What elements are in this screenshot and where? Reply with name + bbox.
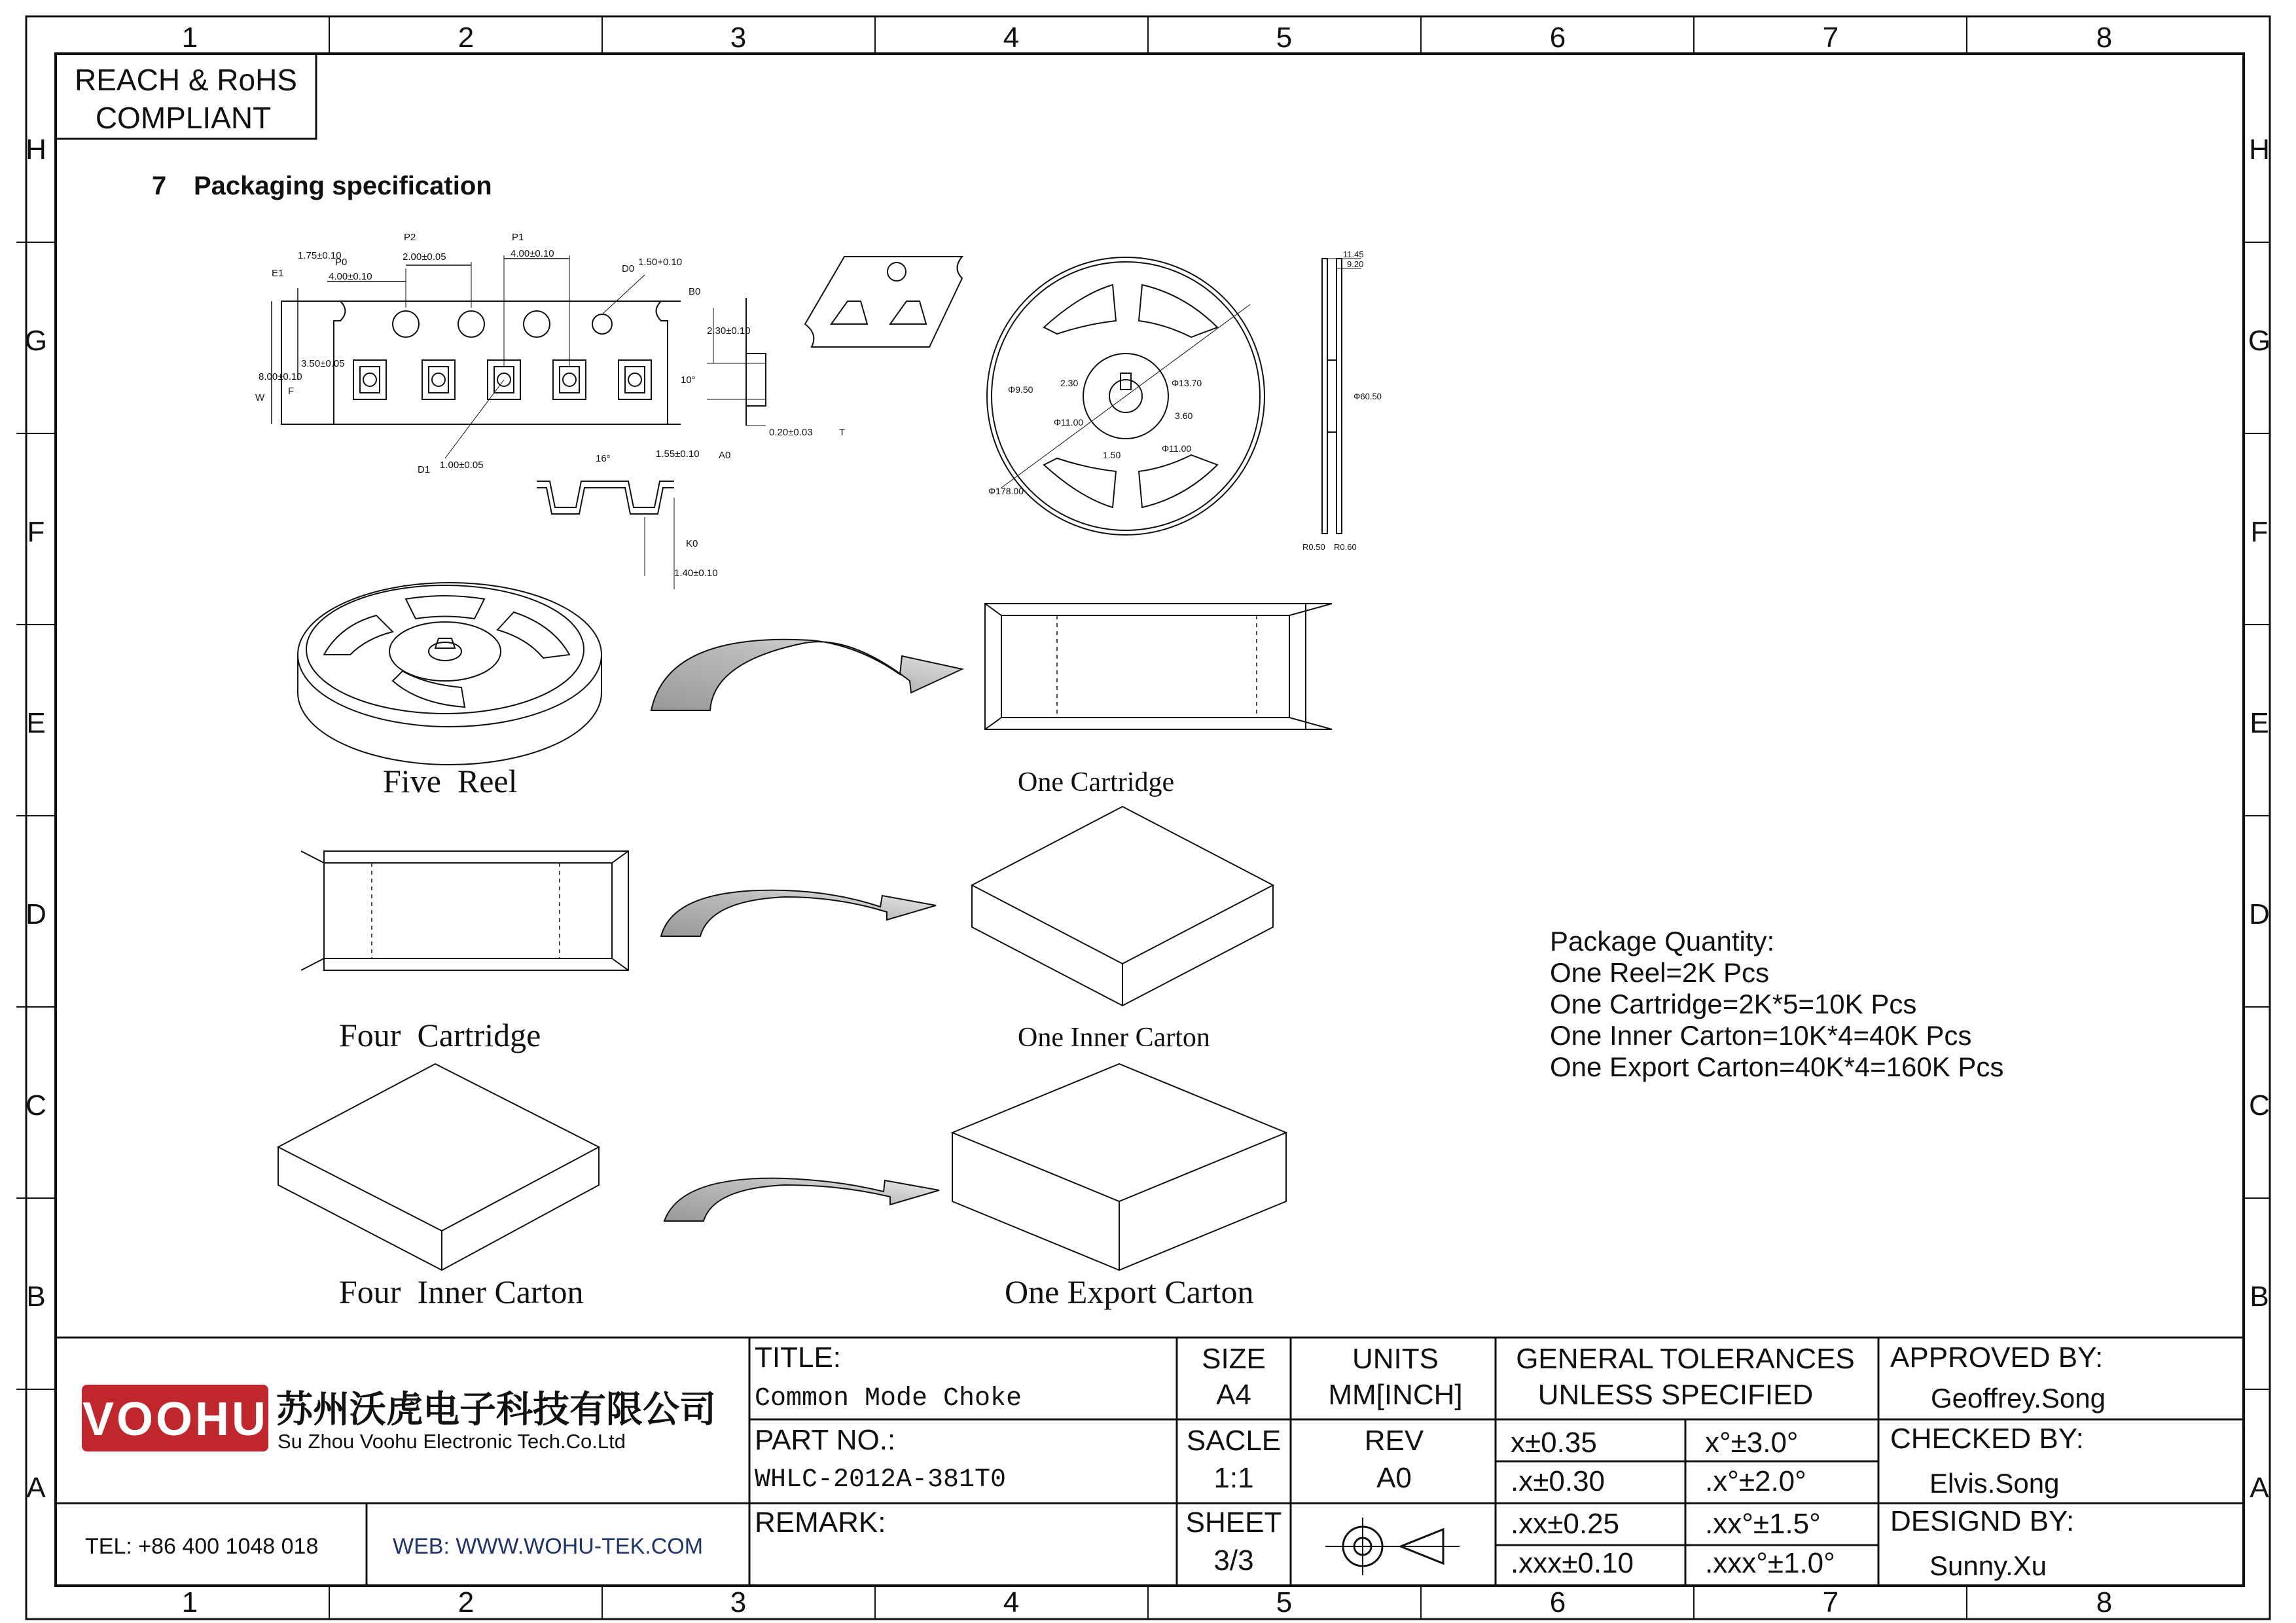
col-label-3: 3 xyxy=(730,22,747,54)
row-label-f: F xyxy=(27,516,45,548)
side-profile-labels xyxy=(681,286,845,438)
svg-text:x°±3.0°: x°±3.0° xyxy=(1705,1427,1799,1459)
tape-isometric-detail xyxy=(805,257,962,347)
label-10deg: 10° xyxy=(681,374,696,386)
quantity-line: One Reel=2K Pcs xyxy=(1550,957,1770,988)
label-p1-val: 4.00±0.10 xyxy=(511,248,554,259)
tape-cross-section xyxy=(537,481,674,589)
label-150: 1.50 xyxy=(1103,450,1121,460)
tel-text: TEL: +86 400 1048 018 xyxy=(85,1534,319,1559)
label-five-reel: Five Reel xyxy=(383,763,518,799)
flow-arrow-3 xyxy=(664,1178,939,1221)
row-label-d-r: D xyxy=(2249,898,2270,930)
col-label-5: 5 xyxy=(1276,22,1293,54)
row-label-d: D xyxy=(26,898,46,930)
sheet-label: SHEET xyxy=(1185,1506,1282,1539)
label-t-val: 0.20±0.03 xyxy=(769,427,813,438)
col-label-1: 1 xyxy=(181,22,198,54)
label-one-cartridge: One Cartridge xyxy=(1018,767,1175,797)
label-one-inner-carton: One Inner Carton xyxy=(1018,1023,1210,1053)
scale-label: SACLE xyxy=(1186,1425,1282,1457)
label-p2: P2 xyxy=(404,232,416,243)
label-b0: B0 xyxy=(689,286,701,297)
scale-value: 1:1 xyxy=(1213,1462,1254,1494)
compliance-line2: COMPLIANT xyxy=(95,101,272,135)
row-label-c: C xyxy=(26,1089,46,1122)
row-label-h: H xyxy=(26,134,46,166)
label-d3: Φ13.70 xyxy=(1172,378,1202,388)
label-p0: P0 xyxy=(335,257,348,268)
label-e1-val: 1.75±0.10 xyxy=(298,250,342,261)
title-value: Common Mode Choke xyxy=(755,1384,1022,1413)
remark-label: REMARK: xyxy=(755,1506,886,1539)
design-value: Sunny.Xu xyxy=(1929,1550,2047,1581)
svg-text:.xxx°±1.0°: .xxx°±1.0° xyxy=(1705,1547,1835,1579)
label-hub: Φ60.50 xyxy=(1354,392,1382,401)
label-b0-val: 2.30±0.10 xyxy=(707,325,751,337)
section-title: Packaging specification xyxy=(194,172,492,200)
label-16deg: 16° xyxy=(596,453,611,464)
label-w-val: 8.00±0.10 xyxy=(259,371,302,382)
row-label-e-r: E xyxy=(2250,707,2269,739)
col-label-2b: 2 xyxy=(457,1586,475,1618)
label-w2: 9.20 xyxy=(1347,259,1364,269)
row-label-f-r: F xyxy=(2250,516,2269,548)
label-r1: R0.50 xyxy=(1302,542,1325,552)
row-label-b-r: B xyxy=(2250,1281,2269,1313)
label-four-cartridge: Four Cartridge xyxy=(339,1017,541,1053)
logo-text: VOOHU xyxy=(82,1393,269,1446)
rev-label: REV xyxy=(1364,1425,1424,1457)
row-label-a: A xyxy=(26,1472,46,1504)
row-label-g: G xyxy=(24,325,48,357)
quantity-line: One Cartridge=2K*5=10K Pcs xyxy=(1550,989,1917,1019)
svg-text:.xx°±1.5°: .xx°±1.5° xyxy=(1705,1508,1821,1540)
tape-side-profile xyxy=(707,298,766,426)
label-e1: E1 xyxy=(272,268,284,279)
tape-dimension-labels xyxy=(255,232,682,475)
label-t: T xyxy=(839,427,846,438)
size-value: A4 xyxy=(1216,1379,1251,1411)
col-label-7b: 7 xyxy=(1822,1586,1839,1618)
section-number: 7 xyxy=(152,172,167,200)
col-label-1b: 1 xyxy=(181,1586,198,1618)
flow-arrow-1 xyxy=(651,640,962,710)
row-label-c-r: C xyxy=(2249,1089,2270,1122)
col-label-8b: 8 xyxy=(2096,1586,2113,1618)
label-f: F xyxy=(288,386,295,397)
units-value: MM[INCH] xyxy=(1328,1379,1463,1411)
svg-text:x±0.35: x±0.35 xyxy=(1511,1427,1597,1459)
sheet-value: 3/3 xyxy=(1213,1544,1254,1577)
svg-text:.xx±0.25: .xx±0.25 xyxy=(1511,1508,1620,1540)
units-label: UNITS xyxy=(1352,1343,1439,1375)
part-label: PART NO.: xyxy=(755,1424,896,1456)
label-p2-val: 2.00±0.05 xyxy=(403,251,446,263)
projection-symbol xyxy=(1325,1518,1460,1575)
label-360: 3.60 xyxy=(1175,410,1193,421)
label-a0: A0 xyxy=(719,450,731,461)
svg-text:.x°±2.0°: .x°±2.0° xyxy=(1705,1465,1806,1497)
label-k0-val: 1.40±0.10 xyxy=(674,568,718,579)
col-label-3b: 3 xyxy=(730,1586,747,1618)
label-w: W xyxy=(255,392,265,403)
one-inner-carton-drawing xyxy=(972,807,1273,1006)
label-230: 2.30 xyxy=(1060,378,1079,388)
label-d0-val: 1.50+0.10 xyxy=(638,257,683,268)
one-cartridge-drawing xyxy=(985,604,1332,729)
isometric-reel xyxy=(298,583,601,765)
checked-label: CHECKED BY: xyxy=(1890,1423,2084,1455)
col-label-7: 7 xyxy=(1822,22,1839,54)
row-label-b: B xyxy=(26,1281,46,1313)
label-d4: Φ11.00 xyxy=(1054,417,1084,428)
svg-text:.x±0.30: .x±0.30 xyxy=(1511,1465,1605,1497)
four-inner-carton-drawing xyxy=(278,1064,599,1270)
company-name-en: Su Zhou Voohu Electronic Tech.Co.Ltd xyxy=(278,1430,626,1453)
label-d1-val: 1.00±0.05 xyxy=(440,460,484,471)
col-label-8: 8 xyxy=(2096,22,2113,54)
label-four-inner-carton: Four Inner Carton xyxy=(339,1273,584,1310)
label-f-val: 3.50±0.05 xyxy=(301,358,345,369)
label-p1: P1 xyxy=(512,232,524,243)
carrier-tape-top-view xyxy=(272,255,681,458)
label-k0: K0 xyxy=(686,538,698,549)
label-hub-dia: Φ9.50 xyxy=(1008,384,1033,395)
row-label-e: E xyxy=(26,707,46,739)
rev-value: A0 xyxy=(1376,1462,1412,1494)
quantity-line: One Inner Carton=10K*4=40K Pcs xyxy=(1550,1020,1972,1051)
outer-frame xyxy=(26,16,2270,1619)
col-label-6: 6 xyxy=(1549,22,1566,54)
label-w1: 11.45 xyxy=(1343,249,1364,259)
label-one-export-carton: One Export Carton xyxy=(1005,1273,1254,1310)
tolerance-title-1: GENERAL TOLERANCES xyxy=(1516,1343,1855,1375)
label-d1: D1 xyxy=(418,464,431,475)
label-a0-val: 1.55±0.10 xyxy=(656,448,700,460)
checked-value: Elvis.Song xyxy=(1929,1468,2060,1499)
quantity-line: One Export Carton=40K*4=160K Pcs xyxy=(1550,1051,2004,1082)
company-name-cn: 苏州沃虎电子科技有限公司 xyxy=(276,1389,716,1430)
row-label-g-r: G xyxy=(2248,325,2271,357)
col-label-5b: 5 xyxy=(1276,1586,1293,1618)
title-block-lines xyxy=(56,1338,2244,1586)
approved-value: Geoffrey.Song xyxy=(1931,1383,2106,1413)
size-label: SIZE xyxy=(1202,1343,1266,1375)
package-quantity xyxy=(1550,926,2003,1082)
tolerance-title-2: UNLESS SPECIFIED xyxy=(1537,1379,1814,1411)
web-text: WEB: WWW.WOHU-TEK.COM xyxy=(393,1534,704,1559)
one-export-carton-drawing xyxy=(952,1064,1286,1270)
part-value: WHLC-2012A-381T0 xyxy=(755,1465,1007,1495)
col-label-4: 4 xyxy=(1003,22,1020,54)
label-d0: D0 xyxy=(622,263,635,274)
row-label-a-r: A xyxy=(2250,1472,2269,1504)
svg-text:.xxx±0.10: .xxx±0.10 xyxy=(1511,1547,1634,1579)
compliance-line1: REACH & RoHS xyxy=(75,63,297,97)
label-reel-dia: Φ178.00 xyxy=(988,486,1024,496)
label-d5: Φ11.00 xyxy=(1162,443,1192,454)
flow-arrow-2 xyxy=(661,890,936,936)
design-label: DESIGND BY: xyxy=(1890,1505,2075,1537)
quantity-title: Package Quantity: xyxy=(1550,926,1775,957)
label-p0-val: 4.00±0.10 xyxy=(329,271,372,282)
col-label-6b: 6 xyxy=(1549,1586,1566,1618)
col-label-2: 2 xyxy=(457,22,475,54)
four-cartridge-drawing xyxy=(301,851,628,970)
col-label-4b: 4 xyxy=(1003,1586,1020,1618)
title-label: TITLE: xyxy=(755,1341,842,1374)
cross-section-labels xyxy=(596,448,730,579)
row-label-h-r: H xyxy=(2249,134,2270,166)
approved-label: APPROVED BY: xyxy=(1890,1341,2104,1374)
label-r2: R0.60 xyxy=(1334,542,1357,552)
reel-front-view xyxy=(987,257,1265,535)
